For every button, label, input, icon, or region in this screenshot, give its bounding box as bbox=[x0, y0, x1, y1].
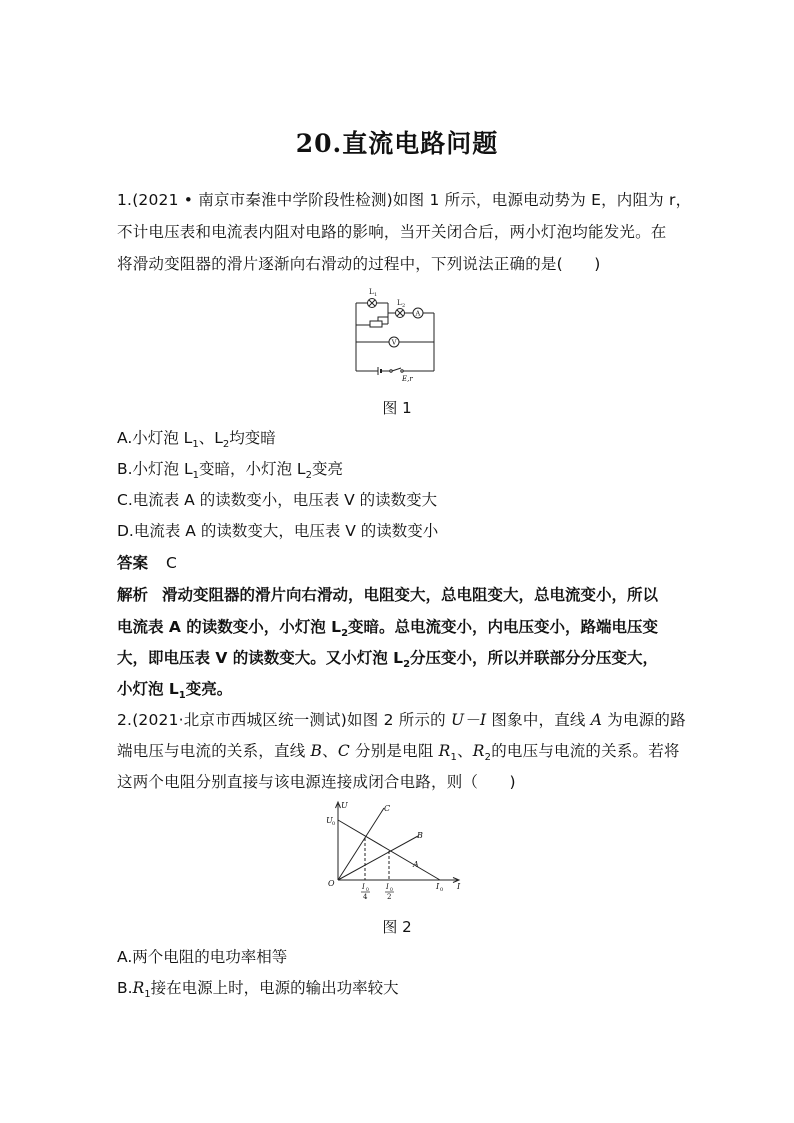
q2-stem-line-1: 2.(2021·北京市西城区统一测试)如图 2 所示的 U－I 图象中，直线 A 为电源的路 bbox=[117, 711, 686, 729]
page-title: 20.直流电路问题 bbox=[295, 129, 499, 158]
q1-option-c[interactable]: C.电流表 A 的读数变小，电压表 V 的读数变大 bbox=[117, 491, 438, 509]
svg-text:A: A bbox=[415, 309, 421, 318]
svg-text:U: U bbox=[326, 816, 333, 825]
svg-text:V: V bbox=[391, 338, 397, 347]
q1-stem-line-2: 不计电压表和电流表内阻对电路的影响，当开关闭合后，两小灯泡均能发光。在 bbox=[117, 223, 667, 241]
label-l2: L bbox=[397, 299, 402, 307]
svg-text:C: C bbox=[384, 804, 391, 813]
svg-text:I: I bbox=[362, 883, 365, 891]
line-b bbox=[338, 836, 418, 880]
svg-text:I: I bbox=[436, 882, 440, 891]
q1-stem-line-1: 1.(2021 • 南京市秦淮中学阶段性检测)如图 1 所示，电源电动势为 E，内阻为 r， bbox=[117, 191, 692, 209]
figure-1-caption: 图 1 bbox=[382, 399, 412, 417]
q1-answer bbox=[117, 553, 177, 573]
q1-analysis-line-1: 解析 滑动变阻器的滑片向右滑动，电阻变大，总电阻变大，总电流变小，所以 bbox=[117, 586, 659, 604]
svg-text:0: 0 bbox=[440, 887, 444, 893]
line-c bbox=[338, 808, 384, 880]
q1-analysis-line-2: 电流表 A 的读数变小，小灯泡 $L_2$变暗。总电流变小，内电压变小，路端电压变 bbox=[117, 618, 659, 640]
svg-text:0: 0 bbox=[332, 821, 336, 827]
answer-value: C bbox=[166, 554, 177, 572]
svg-text:4: 4 bbox=[363, 893, 368, 901]
circuit-diagram bbox=[340, 283, 450, 388]
svg-text:1: 1 bbox=[374, 292, 378, 298]
q1-option-d[interactable]: D.电流表 A 的读数变大，电压表 V 的读数变小 bbox=[117, 522, 439, 540]
svg-text:0: 0 bbox=[366, 888, 369, 893]
svg-text:I: I bbox=[386, 883, 389, 891]
q2-option-b[interactable]: $B.R_1$接在电源上时，电源的输出功率较大 bbox=[117, 979, 399, 1001]
rheostat-icon bbox=[370, 321, 382, 327]
svg-text:U: U bbox=[341, 801, 348, 810]
figure-2-caption: 图 2 bbox=[382, 918, 412, 936]
svg-text:2: 2 bbox=[387, 893, 392, 901]
q2-stem-line-2: 端电压与电流的关系，直线 B、C 分别是电阻 $R_1$、$R_2$的电压与电流的关系。若将 bbox=[117, 742, 680, 764]
svg-text:2: 2 bbox=[402, 303, 406, 309]
ui-graph bbox=[320, 798, 470, 908]
q1-stem-line-3: 将滑动变阻器的滑片逐渐向右滑动的过程中，下列说法正确的是( ) bbox=[117, 255, 601, 273]
svg-text:B: B bbox=[417, 831, 423, 840]
q1-analysis-line-4: 小灯泡 $L_1$变亮。 bbox=[117, 680, 233, 702]
svg-text:I: I bbox=[457, 882, 461, 891]
switch-icon bbox=[392, 368, 401, 371]
q2-option-a[interactable]: A.两个电阻的电功率相等 bbox=[117, 948, 288, 966]
label-l1: L bbox=[369, 288, 374, 296]
q2-stem-line-3: 这两个电阻分别直接与该电源连接成闭合电路，则（ ) bbox=[117, 773, 516, 791]
svg-text:A: A bbox=[413, 860, 419, 869]
label-source: E,r bbox=[402, 375, 413, 383]
q1-option-a[interactable]: A.小灯泡 $L_1$、$L_2$均变暗 bbox=[117, 429, 276, 451]
svg-text:0: 0 bbox=[390, 888, 393, 893]
svg-text:O: O bbox=[328, 879, 335, 888]
q1-analysis-line-3: 大，即电压表 V 的读数变大。又小灯泡 $L_2$分压变小，所以并联部分分压变大， bbox=[117, 649, 659, 671]
q1-option-b[interactable]: B.小灯泡 $L_1$变暗，小灯泡 $L_2$变亮 bbox=[117, 460, 343, 482]
answer-label: 答案 bbox=[117, 554, 149, 572]
